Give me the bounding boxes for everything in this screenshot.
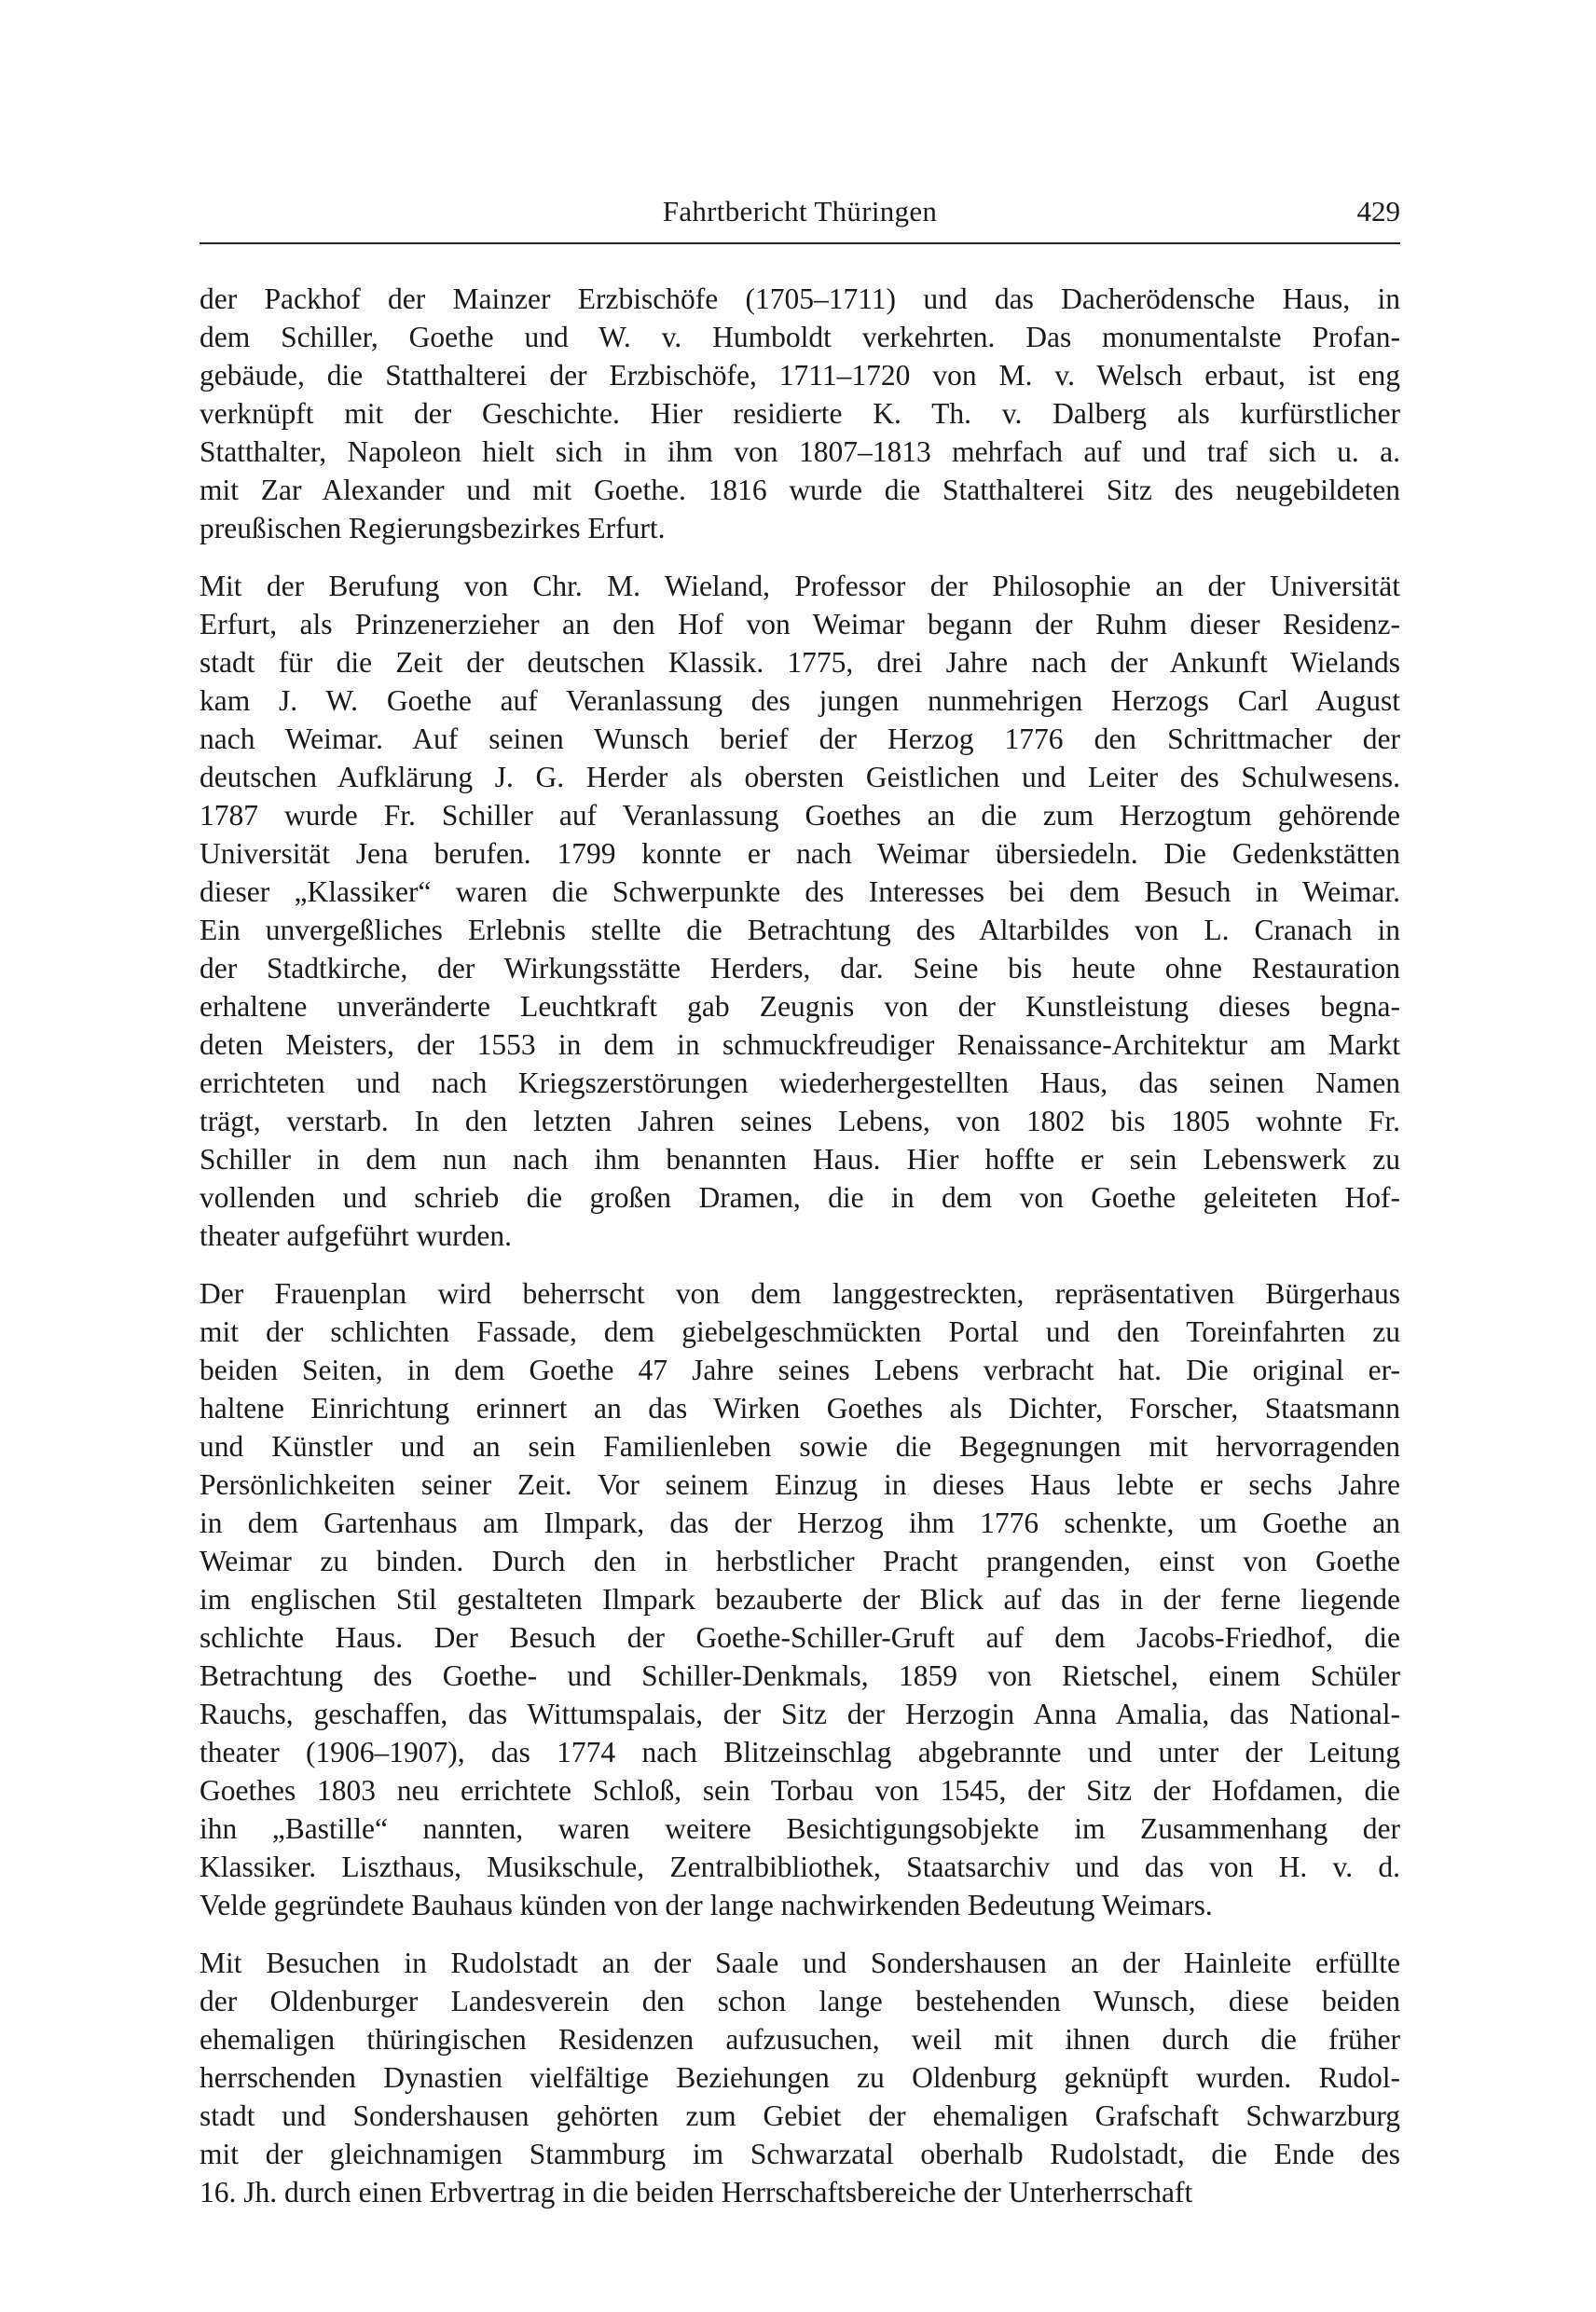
text-line: Statthalter, Napoleon hielt sich in ihm von 1807–1813 mehrfach auf und traf sich u. a. <box>200 435 1400 468</box>
text-line: Mit der Berufung von Chr. M. Wieland, Professor der Philosophie an der Universität <box>200 570 1400 602</box>
text-line: herrschenden Dynastien vielfältige Beziehungen zu Oldenburg geknüpft wurden. Rudol- <box>200 2061 1400 2094</box>
text-line: 1787 wurde Fr. Schiller auf Veranlassung Goethes an die zum Herzogtum gehörende <box>200 799 1400 832</box>
text-line: mit der gleichnamigen Stammburg im Schwarzatal oberhalb Rudolstadt, die Ende des <box>200 2138 1400 2170</box>
text-line: beiden Seiten, in dem Goethe 47 Jahre seines Lebens verbracht hat. Die original er- <box>200 1354 1400 1386</box>
text-line: haltene Einrichtung erinnert an das Wirken Goethes als Dichter, Forscher, Staatsmann <box>200 1392 1400 1424</box>
text-line: Goethes 1803 neu errichtete Schloß, sein Torbau von 1545, der Sitz der Hofdamen, die <box>200 1774 1400 1807</box>
text-line: theater aufgeführt wurden. <box>200 1219 512 1252</box>
text-line: dem Schiller, Goethe und W. v. Humboldt verkehrten. Das monumentalste Profan- <box>200 321 1400 353</box>
text-line: Erfurt, als Prinzenerzieher an den Hof von Weimar begann der Ruhm dieser Residenz- <box>200 608 1400 640</box>
text-line: Der Frauenplan wird beherrscht von dem langgestreckten, repräsentativen Bürgerhaus <box>200 1277 1400 1310</box>
text-line: der Stadtkirche, der Wirkungsstätte Herders, dar. Seine bis heute ohne Restauration <box>200 952 1400 984</box>
text-line: der Packhof der Mainzer Erzbischöfe (1705–1711) und das Dacherödensche Haus, in <box>200 282 1400 315</box>
text-line: dieser „Klassiker“ waren die Schwerpunkte des Interesses bei dem Besuch in Weimar. <box>200 875 1400 908</box>
text-line: deten Meisters, der 1553 in dem in schmuckfreudiger Renaissance-Architektur am Markt <box>200 1028 1400 1061</box>
body-text <box>200 280 1400 2211</box>
text-line: 16. Jh. durch einen Erbvertrag in die beiden Herrschaftsbereiche der Unterherrschaft <box>200 2176 1193 2209</box>
text-line: Velde gegründete Bauhaus künden von der lange nachwirkenden Bedeutung Weimars. <box>200 1889 1213 1921</box>
text-line: deutschen Aufklärung J. G. Herder als obersten Geistlichen und Leiter des Schulwesens. <box>200 761 1400 793</box>
text-line: Weimar zu binden. Durch den in herbstlicher Pracht prangenden, einst von Goethe <box>200 1545 1400 1577</box>
text-line: mit der schlichten Fassade, dem giebelgeschmückten Portal und den Toreinfahrten zu <box>200 1315 1400 1348</box>
running-title: Fahrtbericht Thüringen <box>662 195 938 227</box>
text-line: mit Zar Alexander und mit Goethe. 1816 wurde die Statthalterei Sitz des neugebildeten <box>200 474 1400 506</box>
header-rule <box>200 242 1400 244</box>
text-line: Mit Besuchen in Rudolstadt an der Saale und Sondershausen an der Hainleite erfüllte <box>200 1947 1400 1979</box>
text-line: ihn „Bastille“ nannten, waren weitere Besichtigungsobjekte im Zusammenhang der <box>200 1812 1400 1845</box>
text-line: kam J. W. Goethe auf Veranlassung des jungen nunmehrigen Herzogs Carl August <box>200 684 1400 717</box>
paragraph <box>200 1944 1400 2211</box>
text-line: Klassiker. Liszthaus, Musikschule, Zentralbibliothek, Staatsarchiv und das von H. v. d. <box>200 1851 1400 1883</box>
text-line: Schiller in dem nun nach ihm benannten Haus. Hier hoffte er sein Lebenswerk zu <box>200 1143 1400 1176</box>
text-line: ehemaligen thüringischen Residenzen aufzusuchen, weil mit ihnen durch die früher <box>200 2023 1400 2056</box>
text-line: schlichte Haus. Der Besuch der Goethe-Schiller-Gruft auf dem Jacobs-Friedhof, die <box>200 1621 1400 1654</box>
text-line: preußischen Regierungsbezirkes Erfurt. <box>200 512 666 544</box>
page-number: 429 <box>1356 195 1400 227</box>
text-line: errichteten und nach Kriegszerstörungen wiederhergestellten Haus, das seinen Namen <box>200 1067 1400 1099</box>
text-line: Persönlichkeiten seiner Zeit. Vor seinem Einzug in dieses Haus lebte er sechs Jahre <box>200 1468 1400 1501</box>
text-line: vollenden und schrieb die großen Dramen, die in dem von Goethe geleiteten Hof- <box>200 1181 1400 1214</box>
text-line: Rauchs, geschaffen, das Wittumspalais, der Sitz der Herzogin Anna Amalia, das National- <box>200 1698 1400 1730</box>
running-header <box>200 190 1400 233</box>
paragraph <box>200 1274 1400 1924</box>
text-line: gebäude, die Statthalterei der Erzbischöfe, 1711–1720 von M. v. Welsch erbaut, ist eng <box>200 359 1400 392</box>
text-line: theater (1906–1907), das 1774 nach Blitzeinschlag abgebrannte und unter der Leitung <box>200 1736 1400 1768</box>
text-line: in dem Gartenhaus am Ilmpark, das der Herzog ihm 1776 schenkte, um Goethe an <box>200 1507 1400 1539</box>
text-line: trägt, verstarb. In den letzten Jahren seines Lebens, von 1802 bis 1805 wohnte Fr. <box>200 1105 1400 1137</box>
text-line: Universität Jena berufen. 1799 konnte er nach Weimar übersiedeln. Die Gedenkstätten <box>200 837 1400 870</box>
text-line: erhaltene unveränderte Leuchtkraft gab Zeugnis von der Kunstleistung dieses begna- <box>200 990 1400 1023</box>
text-line: Ein unvergeßliches Erlebnis stellte die Betrachtung des Altarbildes von L. Cranach in <box>200 914 1400 946</box>
paragraph <box>200 567 1400 1255</box>
text-line: verknüpft mit der Geschichte. Hier residierte K. Th. v. Dalberg als kurfürstlicher <box>200 397 1400 430</box>
paragraph <box>200 280 1400 547</box>
text-line: stadt und Sondershausen gehörten zum Gebiet der ehemaligen Grafschaft Schwarzburg <box>200 2099 1400 2132</box>
text-line: im englischen Stil gestalteten Ilmpark bezauberte der Blick auf das in der ferne liegende <box>200 1583 1400 1616</box>
text-line: und Künstler und an sein Familienleben sowie die Begegnungen mit hervorragenden <box>200 1430 1400 1463</box>
text-line: der Oldenburger Landesverein den schon lange bestehenden Wunsch, diese beiden <box>200 1985 1400 2017</box>
text-line: Betrachtung des Goethe- und Schiller-Denkmals, 1859 von Rietschel, einem Schüler <box>200 1659 1400 1692</box>
text-line: stadt für die Zeit der deutschen Klassik. 1775, drei Jahre nach der Ankunft Wielands <box>200 646 1400 679</box>
text-line: nach Weimar. Auf seinen Wunsch berief der Herzog 1776 den Schrittmacher der <box>200 722 1400 755</box>
